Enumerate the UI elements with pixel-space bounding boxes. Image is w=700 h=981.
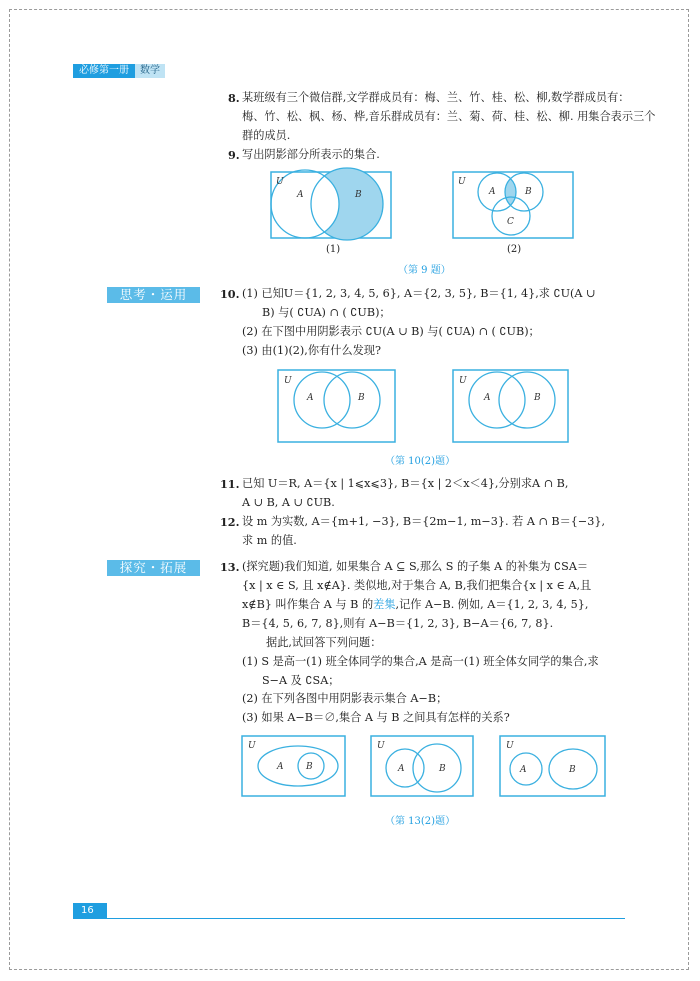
label-A: A xyxy=(297,190,304,200)
q13-line: B＝{4, 5, 6, 7, 8},则有 A−B＝{1, 2, 3}, B−A＝{6, 7, 8}. xyxy=(242,617,554,630)
svg-text:B: B xyxy=(569,765,576,775)
q8-line: 某班级有三个微信群,文学群成员有：梅、兰、竹、桂、松、柳,数学群成员有： xyxy=(242,91,630,104)
svg-text:U: U xyxy=(459,376,467,386)
svg-text:U: U xyxy=(506,741,514,751)
q13-line: (3) 如果 A−B＝∅,集合 A 与 B 之间具有怎样的关系? xyxy=(242,711,510,724)
q13-line: (探究题)我们知道, 如果集合 A ⊆ S,那么 S 的子集 A 的补集为 ∁SA＝ xyxy=(242,560,589,573)
label-B: B xyxy=(525,187,532,197)
svg-text:U: U xyxy=(248,741,256,751)
label-C: C xyxy=(507,217,514,227)
q10-line: B) 与( ∁UA) ∩ ( ∁UB)； xyxy=(262,306,391,319)
svg-text:A: A xyxy=(520,765,527,775)
q10-line: (2) 在下图中用阴影表示 ∁U(A ∪ B) 与( ∁UA) ∩ ( ∁UB)； xyxy=(242,325,540,338)
page-number: 16 xyxy=(73,903,107,919)
q10-line: (1) 已知U＝{1, 2, 3, 4, 5, 6}, A＝{2, 3, 5}, B＝{1, 4},求 ∁U(A ∪ xyxy=(242,287,596,300)
q13-line: S−A 及 ∁SA； xyxy=(262,674,340,687)
svg-text:A: A xyxy=(277,762,284,772)
subject-label: 数学 xyxy=(135,64,165,78)
q12-line: 设 m 为实数, A＝{m+1, −3}, B＝{2m−1, m−3}. 若 A ∩ B＝{−3}, xyxy=(242,515,606,528)
q8-line: 群的成员. xyxy=(242,129,291,142)
svg-text:B: B xyxy=(358,393,365,403)
q13-line: x∉B} 叫作集合 A 与 B 的差集,记作 A−B. 例如, A＝{1, 2, 3, 4, 5}, xyxy=(242,598,589,611)
venn-q9-2 xyxy=(453,172,573,238)
q11-line: 已知 U＝R, A＝{x | 1⩽x⩽3}, B＝{x | 2＜x＜4},分别求A ∩ B, xyxy=(242,477,569,490)
svg-text:U: U xyxy=(284,376,292,386)
venn-q10-1 xyxy=(278,370,395,442)
q13-line: {x | x ∈ S, 且 x∉A}. 类似地,对于集合 A, B,我们把集合{x | x ∈ A,且 xyxy=(242,579,592,592)
svg-text:B: B xyxy=(439,764,446,774)
svg-text:B: B xyxy=(534,393,541,403)
q11-number: 11. xyxy=(220,477,240,491)
svg-text:A: A xyxy=(307,393,314,403)
book-title: 必修第一册 xyxy=(73,64,135,78)
q9-text: 写出阴影部分所表示的集合. xyxy=(242,148,380,161)
q13-line: (2) 在下列各图中用阴影表示集合 A−B； xyxy=(242,692,448,705)
venn-q9-1 xyxy=(271,168,391,240)
q10-number: 10. xyxy=(220,287,240,301)
label-B: B xyxy=(355,190,362,200)
figure-caption: （第 13(2)题） xyxy=(385,816,456,827)
q13-number: 13. xyxy=(220,560,240,574)
q10-line: (3) 由(1)(2),你有什么发现? xyxy=(242,344,381,357)
section-tag-explore: 探究・拓展 xyxy=(107,560,200,576)
venn-q13-3 xyxy=(500,736,605,796)
footer-rule xyxy=(107,918,625,919)
q9-number: 9. xyxy=(228,148,240,162)
label-A: A xyxy=(489,187,496,197)
figure-caption: （第 9 题） xyxy=(398,265,451,276)
figure-label: (1) xyxy=(326,244,341,255)
figure-caption: （第 10(2)题） xyxy=(385,456,456,467)
venn-q13-2 xyxy=(371,736,473,796)
section-tag-thinking: 思考・运用 xyxy=(107,287,200,303)
q13-line: (1) S 是高一(1) 班全体同学的集合,A 是高一(1) 班全体女同学的集合,求 xyxy=(242,655,599,668)
q12-number: 12. xyxy=(220,515,240,529)
label-U: U xyxy=(458,177,466,187)
svg-text:U: U xyxy=(377,741,385,751)
venn-q13-1 xyxy=(242,736,345,796)
q12-line: 求 m 的值. xyxy=(242,534,297,547)
q8-number: 8. xyxy=(228,91,240,105)
venn-q10-2 xyxy=(453,370,568,442)
svg-text:B: B xyxy=(306,762,313,772)
figure-label: (2) xyxy=(507,244,522,255)
svg-text:A: A xyxy=(398,764,405,774)
q13-line: 据此,试回答下列问题： xyxy=(266,636,382,649)
q11-line: A ∪ B, A ∪ ∁UB. xyxy=(242,496,335,509)
q8-line: 梅、竹、松、枫、杨、桦,音乐群成员有：兰、菊、荷、桂、松、柳. 用集合表示三个 xyxy=(242,110,656,123)
label-U: U xyxy=(276,177,284,187)
term-difference-set: 差集 xyxy=(373,598,396,611)
svg-text:A: A xyxy=(484,393,491,403)
